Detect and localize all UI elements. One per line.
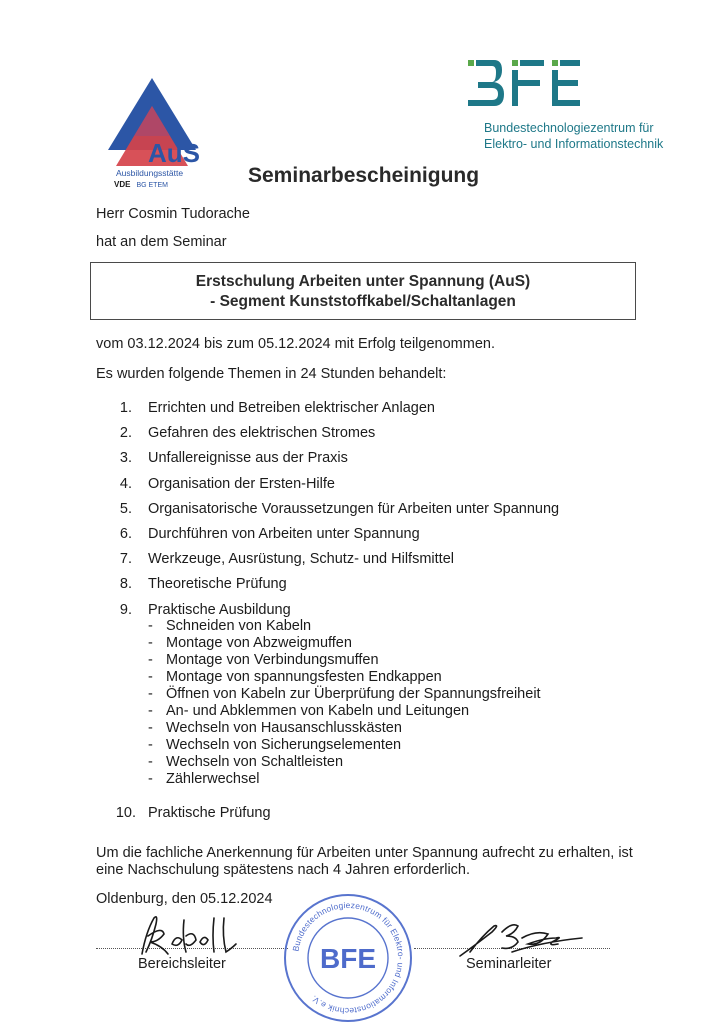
topic-item: Errichten und Betreiben elektrischer Anlagen [148,400,435,416]
right-signatory-role: Seminarleiter [466,956,552,972]
signature-left-icon [128,912,248,958]
vde-label: VDE [114,180,131,189]
subitem: - Montage von Verbindungsmuffen [148,652,379,668]
course-title-line2: - Segment Kunststoffkabel/Schaltanlagen [210,293,516,310]
bfe-seal-stamp-icon [282,892,414,1024]
topic-item: Durchführen von Arbeiten unter Spannung [148,526,420,542]
subitem: - Zählerwechsel [148,771,260,787]
bfe-logo-icon [464,58,582,110]
topic-number: 8. [119,576,132,592]
subitem: - Montage von Abzweigmuffen [148,635,352,651]
topic-item: Praktische Prüfung [148,805,271,821]
subitem: - An- und Abklemmen von Kabeln und Leitungen [148,703,470,719]
topic-item: Unfallereignisse aus der Praxis [148,450,348,466]
subitem: - Montage von spannungsfesten Endkappen [148,669,442,685]
bfe-name-line1: Bundestechnologiezentrum für [484,121,654,135]
renewal-note-line1: Um die fachliche Anerkennung für Arbeiten unter Spannung aufrecht zu erhalten, ist [96,845,633,861]
topic-item: Gefahren des elektrischen Stromes [148,425,376,441]
renewal-note-line2: eine Nachschulung spätestens nach 4 Jahren erforderlich. [96,862,471,878]
place-and-date: Oldenburg, den 05.12.2024 [96,891,273,907]
recipient-name: Herr Cosmin Tudorache [96,206,250,222]
topic-item: Werkzeuge, Ausrüstung, Schutz- und Hilfsmittel [148,551,454,567]
bfe-name-line2: Elektro- und Informationstechnik [484,137,664,151]
aus-partners [114,180,168,189]
topic-item: Theoretische Prüfung [148,576,287,592]
course-title-box [90,262,636,320]
topic-item: Organisatorische Voraussetzungen für Arbeiten unter Spannung [148,501,560,517]
subitem: - Wechseln von Hausanschlusskästen [148,720,402,736]
topic-item: Praktische Ausbildung [148,602,291,618]
date-range-text: vom 03.12.2024 bis zum 05.12.2024 mit Erfolg teilgenommen. [96,336,495,352]
topic-number: 10. [115,805,136,821]
subitem: - Schneiden von Kabeln [148,618,312,634]
topic-number: 1. [119,400,132,416]
topic-number: 5. [119,501,132,517]
course-title-line1: Erstschulung Arbeiten unter Spannung (AuS) [195,273,531,290]
seal-ring-text: Bundestechnologiezentrum für Elektro- und Informationstechnik e.V. [290,899,407,1017]
topic-number: 4. [119,476,132,492]
topics-intro: Es wurden folgende Themen in 24 Stunden behandelt: [96,366,447,382]
topic-number: 9. [119,602,132,618]
seal-center-text: BFE [320,943,376,974]
subitem: - Wechseln von Schaltleisten [148,754,344,770]
topic-item: Organisation der Ersten-Hilfe [148,476,335,492]
intro-text: hat an dem Seminar [96,234,227,250]
signature-right-icon [452,912,588,960]
left-signatory-role: Bereichsleiter [138,956,226,972]
aus-logo-text: AuS [148,138,200,168]
topic-number: 2. [119,425,132,441]
document-title: Seminarbescheinigung [248,164,480,187]
topic-number: 7. [119,551,132,567]
topic-number: 6. [119,526,132,542]
bg-etem-label: BG ETEM [136,182,168,189]
aus-subtitle: Ausbildungsstätte [116,168,184,178]
subitem: - Öffnen von Kabeln zur Überprüfung der Spannungsfreiheit [148,686,541,702]
topic-number: 3. [119,450,132,466]
subitem: - Wechseln von Sicherungselementen [148,737,402,753]
